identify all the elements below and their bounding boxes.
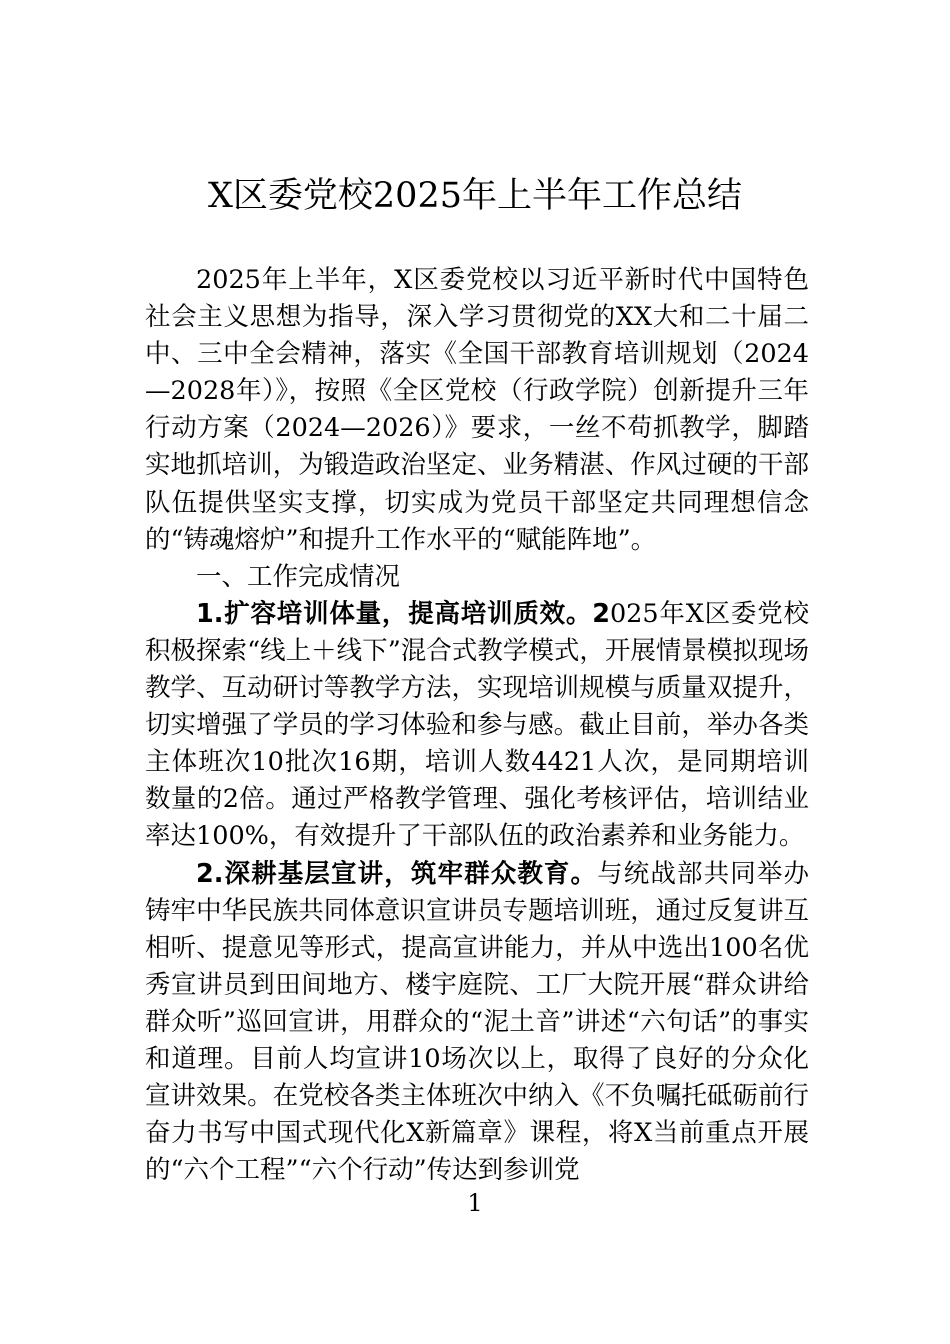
item-2-text: 与统战部共同举办铸牢中华民族共同体意识宣讲员专题培训班，通过反复讲互相听、提意见等形式，提高宣讲能力，并从中选出100名优秀宣讲员到田间地方、楼宇庭院、工厂大院开展“群众讲给群众听”巡回宣讲，用群众的“泥土音”讲述“六句话”的事实和道理。目前人均宣讲10场次以上，取得了良好的分众化宣讲效果。在党校各类主体班次中纳入《不负嘱托砥砺前行奋力书写中国式现代化X新篇章》课程，将X当前重点开展的“六个工程”“六个行动”传达到参训党: [145, 858, 809, 1186]
item-1-paragraph: [145, 596, 809, 856]
section-heading: 一、工作完成情况: [196, 561, 401, 592]
item-1-lead: 1.扩容培训体量，提高培训质效。2: [196, 598, 610, 629]
document-title: X区委党校2025年上半年工作总结: [208, 176, 742, 216]
item-2-lead: 2.深耕基层宣讲，筑牢群众教育。: [196, 858, 598, 889]
intro-paragraph: 2025年上半年，X区委党校以习近平新时代中国特色社会主义思想为指导，深入学习贯彻党的XX大和二十届二中、三中全会精神，落实《全国干部教育培训规划（2024—2028年）》，按照《全区党校（行政学院）创新提升三年行动方案（2024—2026）》要求，一丝不苟抓教学，脚踏实地抓培训，为锻造政治坚定、业务精湛、作风过硬的干部队伍提供坚实支撑，切实成为党员干部坚定共同理想信念的“铸魂熔炉”和提升工作水平的“赋能阵地”。: [145, 265, 809, 555]
item-1-text: 025年X区委党校积极探索“线上＋线下”混合式教学模式，开展情景模拟现场教学、互动研讨等教学方法，实现培训规模与质量双提升，切实增强了学员的学习体验和参与感。截止目前，举办各类主体班次10批次16期，培训人数4421人次，是同期培训数量的2倍。通过严格教学管理、强化考核评估，培训结业率达100%，有效提升了干部队伍的政治素养和业务能力。: [145, 598, 809, 852]
document-body: [145, 262, 809, 1189]
item-2-paragraph: [145, 856, 809, 1190]
page-number: 1: [467, 1189, 483, 1217]
